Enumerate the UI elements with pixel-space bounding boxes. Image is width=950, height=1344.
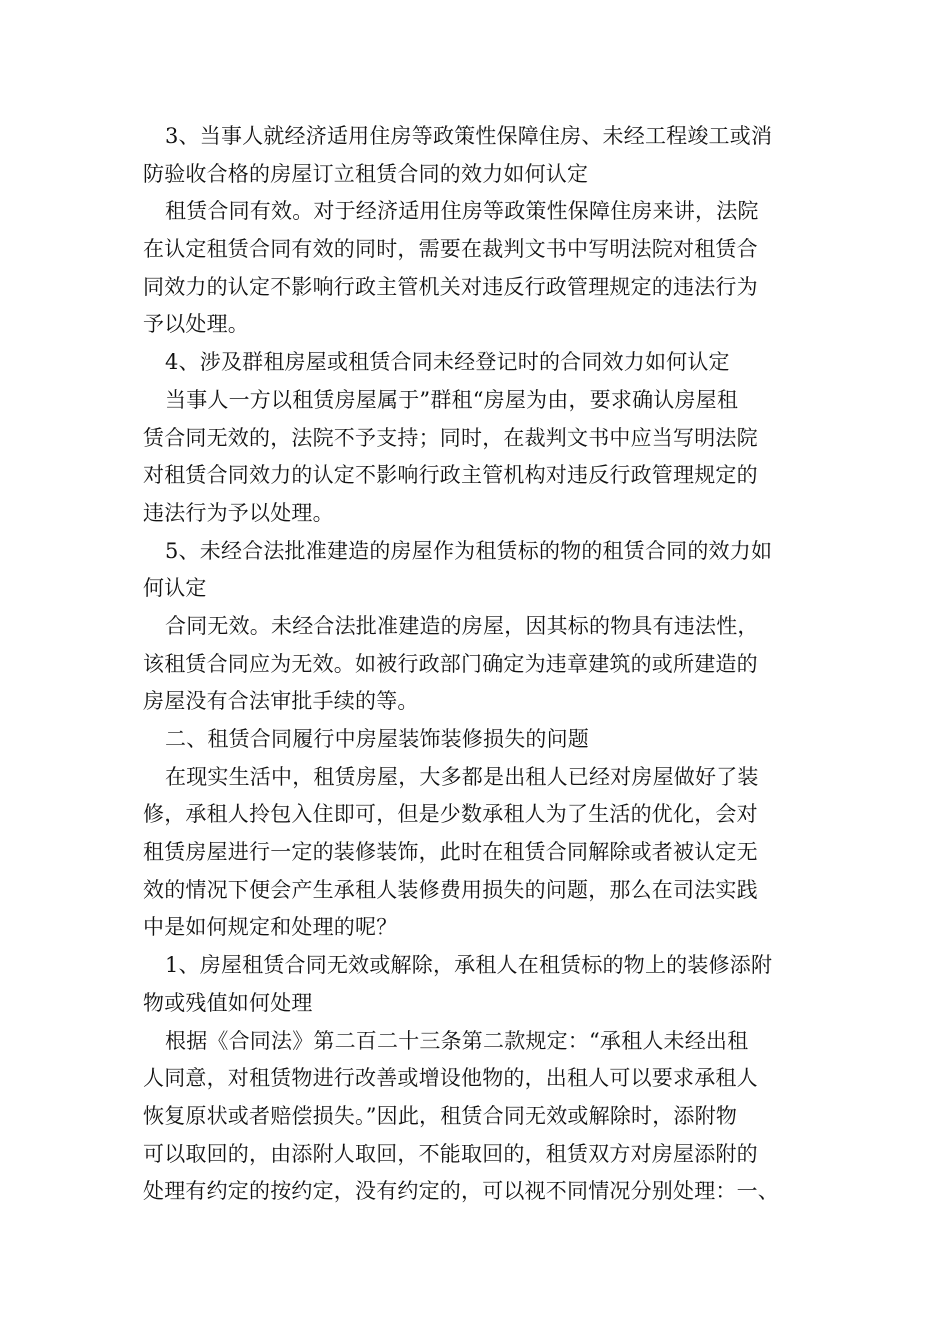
heading-item-4: 4、涉及群租房屋或租赁合同未经登记时的合同效力如何认定: [165, 350, 730, 375]
document-body: [143, 118, 808, 1211]
paragraph-line: 租赁合同有效。对于经济适用住房等政策性保障住房来讲，法院: [165, 199, 759, 224]
paragraph-line: 对租赁合同效力的认定不影响行政主管机构对违反行政管理规定的: [143, 463, 758, 488]
paragraph-line: 中是如何规定和处理的呢？: [143, 915, 398, 940]
heading-item-5-line-1: 5、未经合法批准建造的房屋作为租赁标的物的租赁合同的效力如: [165, 538, 773, 563]
paragraph-line: 该租赁合同应为无效。如被行政部门确定为违章建筑的或所建造的: [143, 651, 758, 676]
paragraph-line: 可以取回的，由添附人取回，不能取回的，租赁双方对房屋添附的: [143, 1141, 758, 1166]
paragraph-line: 在认定租赁合同有效的同时，需要在裁判文书中写明法院对租赁合: [143, 237, 758, 262]
heading-item-5-line-2: 何认定: [143, 576, 207, 601]
paragraph-line: 违法行为予以处理。: [143, 500, 334, 525]
paragraph-line: 恢复原状或者赔偿损失。”因此，租赁合同无效或解除时，添附物: [143, 1103, 738, 1128]
heading-item-1-line-2: 物或残值如何处理: [143, 990, 313, 1015]
paragraph-line: 修，承租人拎包入住即可，但是少数承租人为了生活的优化，会对: [143, 802, 758, 827]
paragraph-line: 处理有约定的按约定，没有约定的，可以视不同情况分别处理：一、: [143, 1179, 779, 1204]
paragraph-line: 合同无效。未经合法批准建造的房屋，因其标的物具有违法性，: [165, 613, 759, 638]
paragraph-line: 赁合同无效的，法院不予支持；同时，在裁判文书中应当写明法院: [143, 425, 758, 450]
paragraph-line: 予以处理。: [143, 312, 249, 337]
paragraph-line: 房屋没有合法审批手续的等。: [143, 689, 419, 714]
section-heading-2: 二、租赁合同履行中房屋装饰装修损失的问题: [165, 727, 589, 751]
heading-item-3-line-2: 防验收合格的房屋订立租赁合同的效力如何认定: [143, 161, 589, 186]
paragraph-line: 人同意，对租赁物进行改善或增设他物的，出租人可以要求承租人: [143, 1066, 758, 1091]
paragraph-line: 在现实生活中，租赁房屋，大多都是出租人已经对房屋做好了装: [165, 764, 759, 789]
paragraph-line: 根据《合同法》第二百二十三条第二款规定：“承租人未经出租: [165, 1028, 749, 1053]
paragraph-line: 同效力的认定不影响行政主管机关对违反行政管理规定的违法行为: [143, 274, 758, 299]
heading-item-1-line-1: 1、房屋租赁合同无效或解除，承租人在租赁标的物上的装修添附: [165, 953, 773, 978]
paragraph-line: 效的情况下便会产生承租人装修费用损失的问题，那么在司法实践: [143, 877, 758, 902]
paragraph-line: 租赁房屋进行一定的装修装饰，此时在租赁合同解除或者被认定无: [143, 840, 758, 865]
heading-item-3-line-1: 3、当事人就经济适用住房等政策性保障住房、未经工程竣工或消: [165, 124, 773, 148]
paragraph-line: 当事人一方以租赁房屋属于”群租“房屋为由，要求确认房屋租: [165, 387, 739, 412]
